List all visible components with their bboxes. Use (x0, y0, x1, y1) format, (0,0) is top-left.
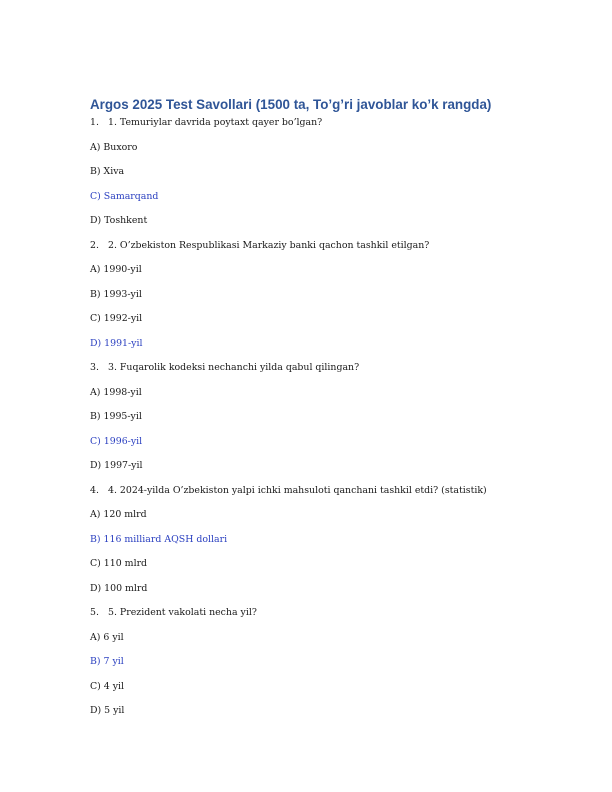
question-2 (90, 237, 530, 262)
question-number: 3. (90, 362, 99, 373)
question-4 (90, 482, 530, 507)
question-5 (90, 604, 530, 629)
document-page (90, 95, 530, 727)
question-number: 2. (90, 239, 99, 251)
question-3 (90, 359, 530, 384)
answer-option-correct: C) Samarqand (90, 190, 159, 202)
answer-option: D) 5 yil (90, 705, 125, 716)
answer-option-correct: B) 116 milliard AQSH dollari (90, 533, 228, 545)
answer-option-correct: C) 1996-yil (90, 435, 143, 447)
question-list (90, 114, 530, 727)
answer-option: B) 1995-yil (90, 411, 142, 422)
question-number: 1. (90, 117, 99, 128)
answer-option: A) 120 mlrd (90, 509, 147, 520)
question-text: 2. O’zbekiston Respublikasi Markaziy banki qachon tashkil etilgan? (108, 239, 430, 251)
answer-option: A) 6 yil (90, 631, 124, 643)
answer-option: C) 4 yil (90, 680, 125, 692)
question-number: 5. (90, 607, 99, 618)
question-text: 5. Prezident vakolati necha yil? (108, 607, 257, 618)
question-1 (90, 114, 530, 139)
question-text: 3. Fuqarolik kodeksi nechanchi yilda qabul qilingan? (108, 362, 360, 373)
question-number: 4. (90, 484, 99, 496)
answer-option: C) 110 mlrd (90, 558, 148, 569)
answer-option: A) 1990-yil (90, 264, 142, 275)
answer-option-correct: B) 7 yil (90, 656, 124, 667)
answer-option-correct: D) 1991-yil (90, 337, 143, 349)
question-text: 4. 2024-yilda O’zbekiston yalpi ichki mahsuloti qanchani tashkil etdi? (statistik) (108, 484, 487, 496)
answer-option: D) 1997-yil (90, 460, 143, 471)
answer-option: D) 100 mlrd (90, 582, 148, 594)
answer-option: C) 1992-yil (90, 313, 143, 324)
question-text: 1. Temuriylar davrida poytaxt qayer bo’lgan? (108, 117, 323, 128)
answer-option: A) 1998-yil (90, 386, 142, 398)
answer-option: D) Toshkent (90, 215, 148, 226)
answer-option: A) Buxoro (90, 141, 138, 153)
document-title: Argos 2025 Test Savollari (1500 ta, To’g’ri javoblar ko’k rangda) (90, 97, 492, 112)
answer-option: B) Xiva (90, 166, 125, 177)
answer-option: B) 1993-yil (90, 288, 142, 300)
